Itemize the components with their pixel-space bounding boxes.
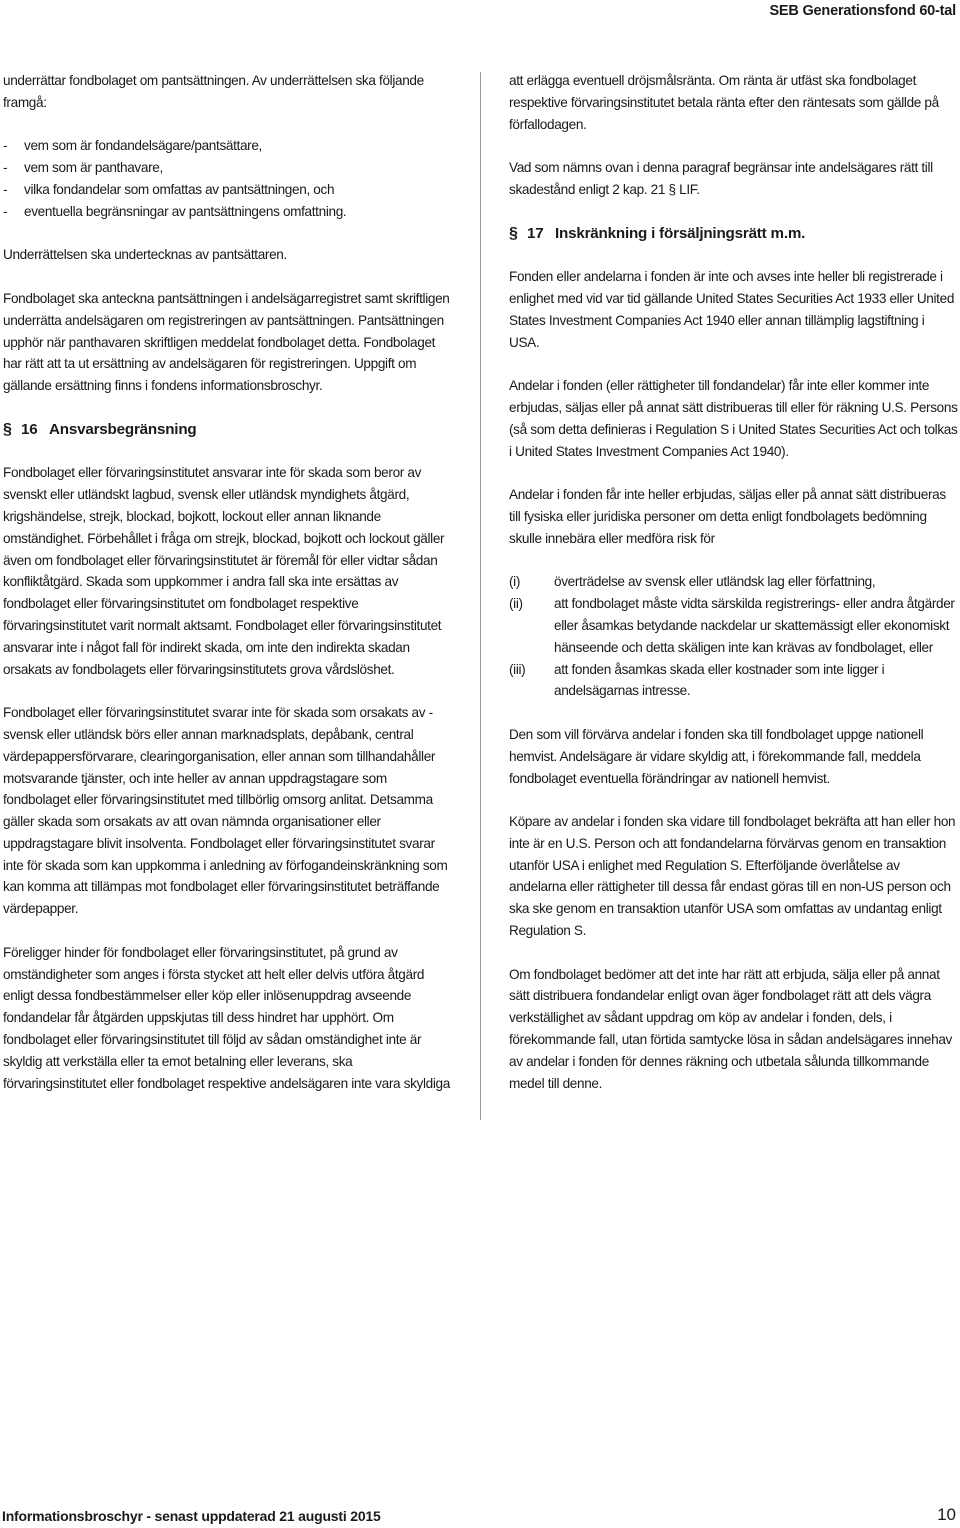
paragraph-interest: att erlägga eventuell dröjsmålsränta. Om ränta är utfäst ska fondbolaget respektive förvaringsinstitutet betala ränta efter den räntesats som gällde på förfallodagen.	[509, 73, 939, 132]
paragraph-residence: Den som vill förvärva andelar i fonden ska till fondbolaget uppge nationell hemvist. Andelsägare är vidare skyldig att, i förekommande fall, meddela fondbolaget eventuella förändringar av nationell hemvist.	[509, 726, 924, 786]
footer-document-info: Informationsbroschyr - senast uppdaterad 21 augusti 2015	[2, 1508, 381, 1524]
list-item-text: vilka fondandelar som omfattas av pantsättningen, och	[24, 181, 335, 197]
section-title: Ansvarsbegränsning	[49, 420, 197, 438]
paragraph-us-registration: Fonden eller andelarna i fonden är inte och avses inte heller bli registrerade i enlighet med vid var tid gällande United States Securities Act 1933 eller United States Investment Companies Act 1940 eller annan tillämplig lagstiftning i USA.	[509, 269, 955, 350]
list-item	[509, 593, 958, 658]
right-column	[509, 70, 958, 1094]
paragraph-pledge-notice: underrättar fondbolaget om pantsättningen. Av underrättelsen ska följande framgå:	[3, 73, 424, 110]
list-item-text: att fonden åsamkas skada eller kostnader som inte ligger i andelsägarnas intresse.	[554, 661, 885, 699]
paragraph-damages: Vad som nämns ovan i denna paragraf begränsar inte andelsägares rätt till skadestånd enligt 2 kap. 21 § LIF.	[509, 160, 933, 197]
roman-numeral: (iii)	[509, 661, 526, 677]
paragraph-refusal: Om fondbolaget bedömer att det inte har rätt att erbjuda, sälja eller på annat sätt distribuera fondandelar enligt ovan äger fondbolaget rätt att dels vägra verkställighet av sådant uppdrag om köp av andelar i fonden, dels, i förekommande fall, utan förtida samtycke lösa in sådan andelsägares innehav av andelar i fonden för dennes räkning och utbetala sålunda tillkommande medel till denne.	[509, 966, 953, 1091]
dash-bullet: -	[3, 181, 8, 197]
dash-bullet: -	[3, 203, 8, 219]
list-item-text: eventuella begränsningar av pantsättningens omfattning.	[24, 203, 347, 219]
paragraph-liability-2: Fondbolaget eller förvaringsinstitutet svarar inte för skada som orsakats av - svensk eller utländsk börs eller annan marknadsplats, depåbank, central värdepappersförvarare, clearingorganisation, eller annan som tillhandahåller motsvarande tjänster, och inte heller av annan uppdragstagare som fondbolaget eller förvaringsinstitutet med tillbörlig omsorg anlitat. Detsamma gäller skada som orsakats av att ovan nämnda organisationer eller uppdragstagare blivit insolventa. Fondbolaget eller förvaringsinstitutet svarar inte för skada som kan uppkomma i anledning av förfogandeinskränkning som kan komma att tillämpas mot fondbolaget eller förvaringsinstitutet beträffande värdepapper.	[3, 705, 448, 917]
risk-roman-list	[509, 571, 958, 702]
roman-numeral: (ii)	[509, 596, 523, 612]
pledge-dash-list	[3, 135, 455, 222]
section-16-heading	[3, 419, 455, 441]
list-item	[509, 571, 958, 593]
dash-bullet: -	[3, 160, 8, 176]
roman-numeral: (i)	[509, 574, 521, 590]
paragraph-registration: Fondbolaget ska anteckna pantsättningen i andelsägarregistret samt skriftligen underrätta andelsägaren om registreringen av pantsättningen. Pantsättningen upphör när panthavaren skriftligen meddelat fondbolaget detta. Fondbolaget har rätt att ta ut ersättning av andelsägaren för registreringen. Uppgift om gällande ersättning finns i fondens informationsbroschyr.	[3, 290, 450, 394]
dash-bullet: -	[3, 138, 8, 154]
list-item-text: att fondbolaget måste vidta särskilda registrerings- eller andra åtgärder eller åsamkas betydande nackdelar ur skattemässigt eller ekonomiskt hänseende och detta skäligen inte kan krävas av fondbolaget, eller	[554, 596, 955, 655]
list-item	[3, 201, 455, 223]
paragraph-liability-3: Föreligger hinder för fondbolaget eller förvaringsinstitutet, på grund av omständigheter som anges i första stycket att helt eller delvis utföra åtgärd enligt dessa fondbestämmelser eller köp eller inlösenuppdrag avseende fondandelar får åtgärden uppskjutas till dess hindret har upphört. Om fondbolaget eller förvaringsinstitutet till följd av sådan omständighet inte är skyldig att verkställa eller ta emot betalning eller leverans, ska förvaringsinstitutet eller fondbolaget respektive andelsägaren inte vara skyldiga	[3, 944, 450, 1091]
section-title: Inskränkning i försäljningsrätt m.m.	[555, 224, 806, 242]
paragraph-buyer-confirmation: Köpare av andelar i fonden ska vidare till fondbolaget bekräfta att han eller hon inte är en U.S. Person och att fondandelarna förvärvas genom en transaktion utanför USA i enlighet med Regulation S. Efterföljande överlåtelse av andelarna eller rättigheter till dessa får endast göras till en non-US person och ska ske genom en transaktion utanför USA som omfattas av undantag enligt Regulation S.	[509, 814, 956, 939]
section-number: 17	[527, 224, 544, 242]
list-item-text: vem som är fondandelsägare/pantsättare,	[24, 138, 262, 154]
list-item-text: vem som är panthavare,	[24, 160, 163, 176]
section-number: 16	[21, 420, 38, 438]
column-divider	[480, 72, 481, 1120]
paragraph-liability-1: Fondbolaget eller förvaringsinstitutet ansvarar inte för skada som beror av svenskt eller utländskt lagbud, svensk eller utländsk myndighets åtgärd, krigshändelse, strejk, blockad, bojkott, lockout eller annan liknande omständighet. Förbehållet i fråga om strejk, blockad, bojkott och lockout gäller även om fondbolaget eller förvaringsinstitutet är föremål för eller vidtar sådan konfliktåtgärd. Skada som uppkommer i andra fall ska inte ersättas av fondbolaget eller förvaringsinstitutet om fondbolaget respektive förvaringsinstitutet varit normalt aktsamt. Fondbolaget eller förvaringsinstitutet ansvarar inte i något fall för indirekt skada, om inte den indirekta skadan orsakats av fondbolagets eller förvaringsinstitutets grova vårdslöshet.	[3, 465, 445, 677]
paragraph-signature: Underrättelsen ska undertecknas av pantsättaren.	[3, 247, 287, 263]
section-symbol: §	[3, 420, 12, 438]
footer-page-number: 10	[937, 1505, 956, 1524]
list-item-text: överträdelse av svensk eller utländsk lag eller författning,	[554, 574, 876, 590]
list-item	[3, 135, 455, 157]
list-item	[3, 157, 455, 179]
left-column	[3, 70, 455, 1094]
section-symbol: §	[509, 224, 518, 242]
list-item	[3, 179, 455, 201]
list-item	[509, 659, 958, 703]
document-header-title: SEB Generationsfond 60-tal	[769, 3, 956, 19]
section-17-heading	[509, 223, 958, 245]
paragraph-distribution-risk: Andelar i fonden får inte heller erbjudas, säljas eller på annat sätt distribueras till fysiska eller juridiska personer om detta enligt fondbolagets bedömning skulle innebära eller medföra risk för	[509, 487, 946, 546]
paragraph-us-persons: Andelar i fonden (eller rättigheter till fondandelar) får inte eller kommer inte erbjudas, säljas eller på annat sätt distribueras till eller för räkning U.S. Persons (så som detta definieras i Regulation S i United States Securities Act och tolkas i United States Investment Companies Act 1940).	[509, 378, 958, 459]
